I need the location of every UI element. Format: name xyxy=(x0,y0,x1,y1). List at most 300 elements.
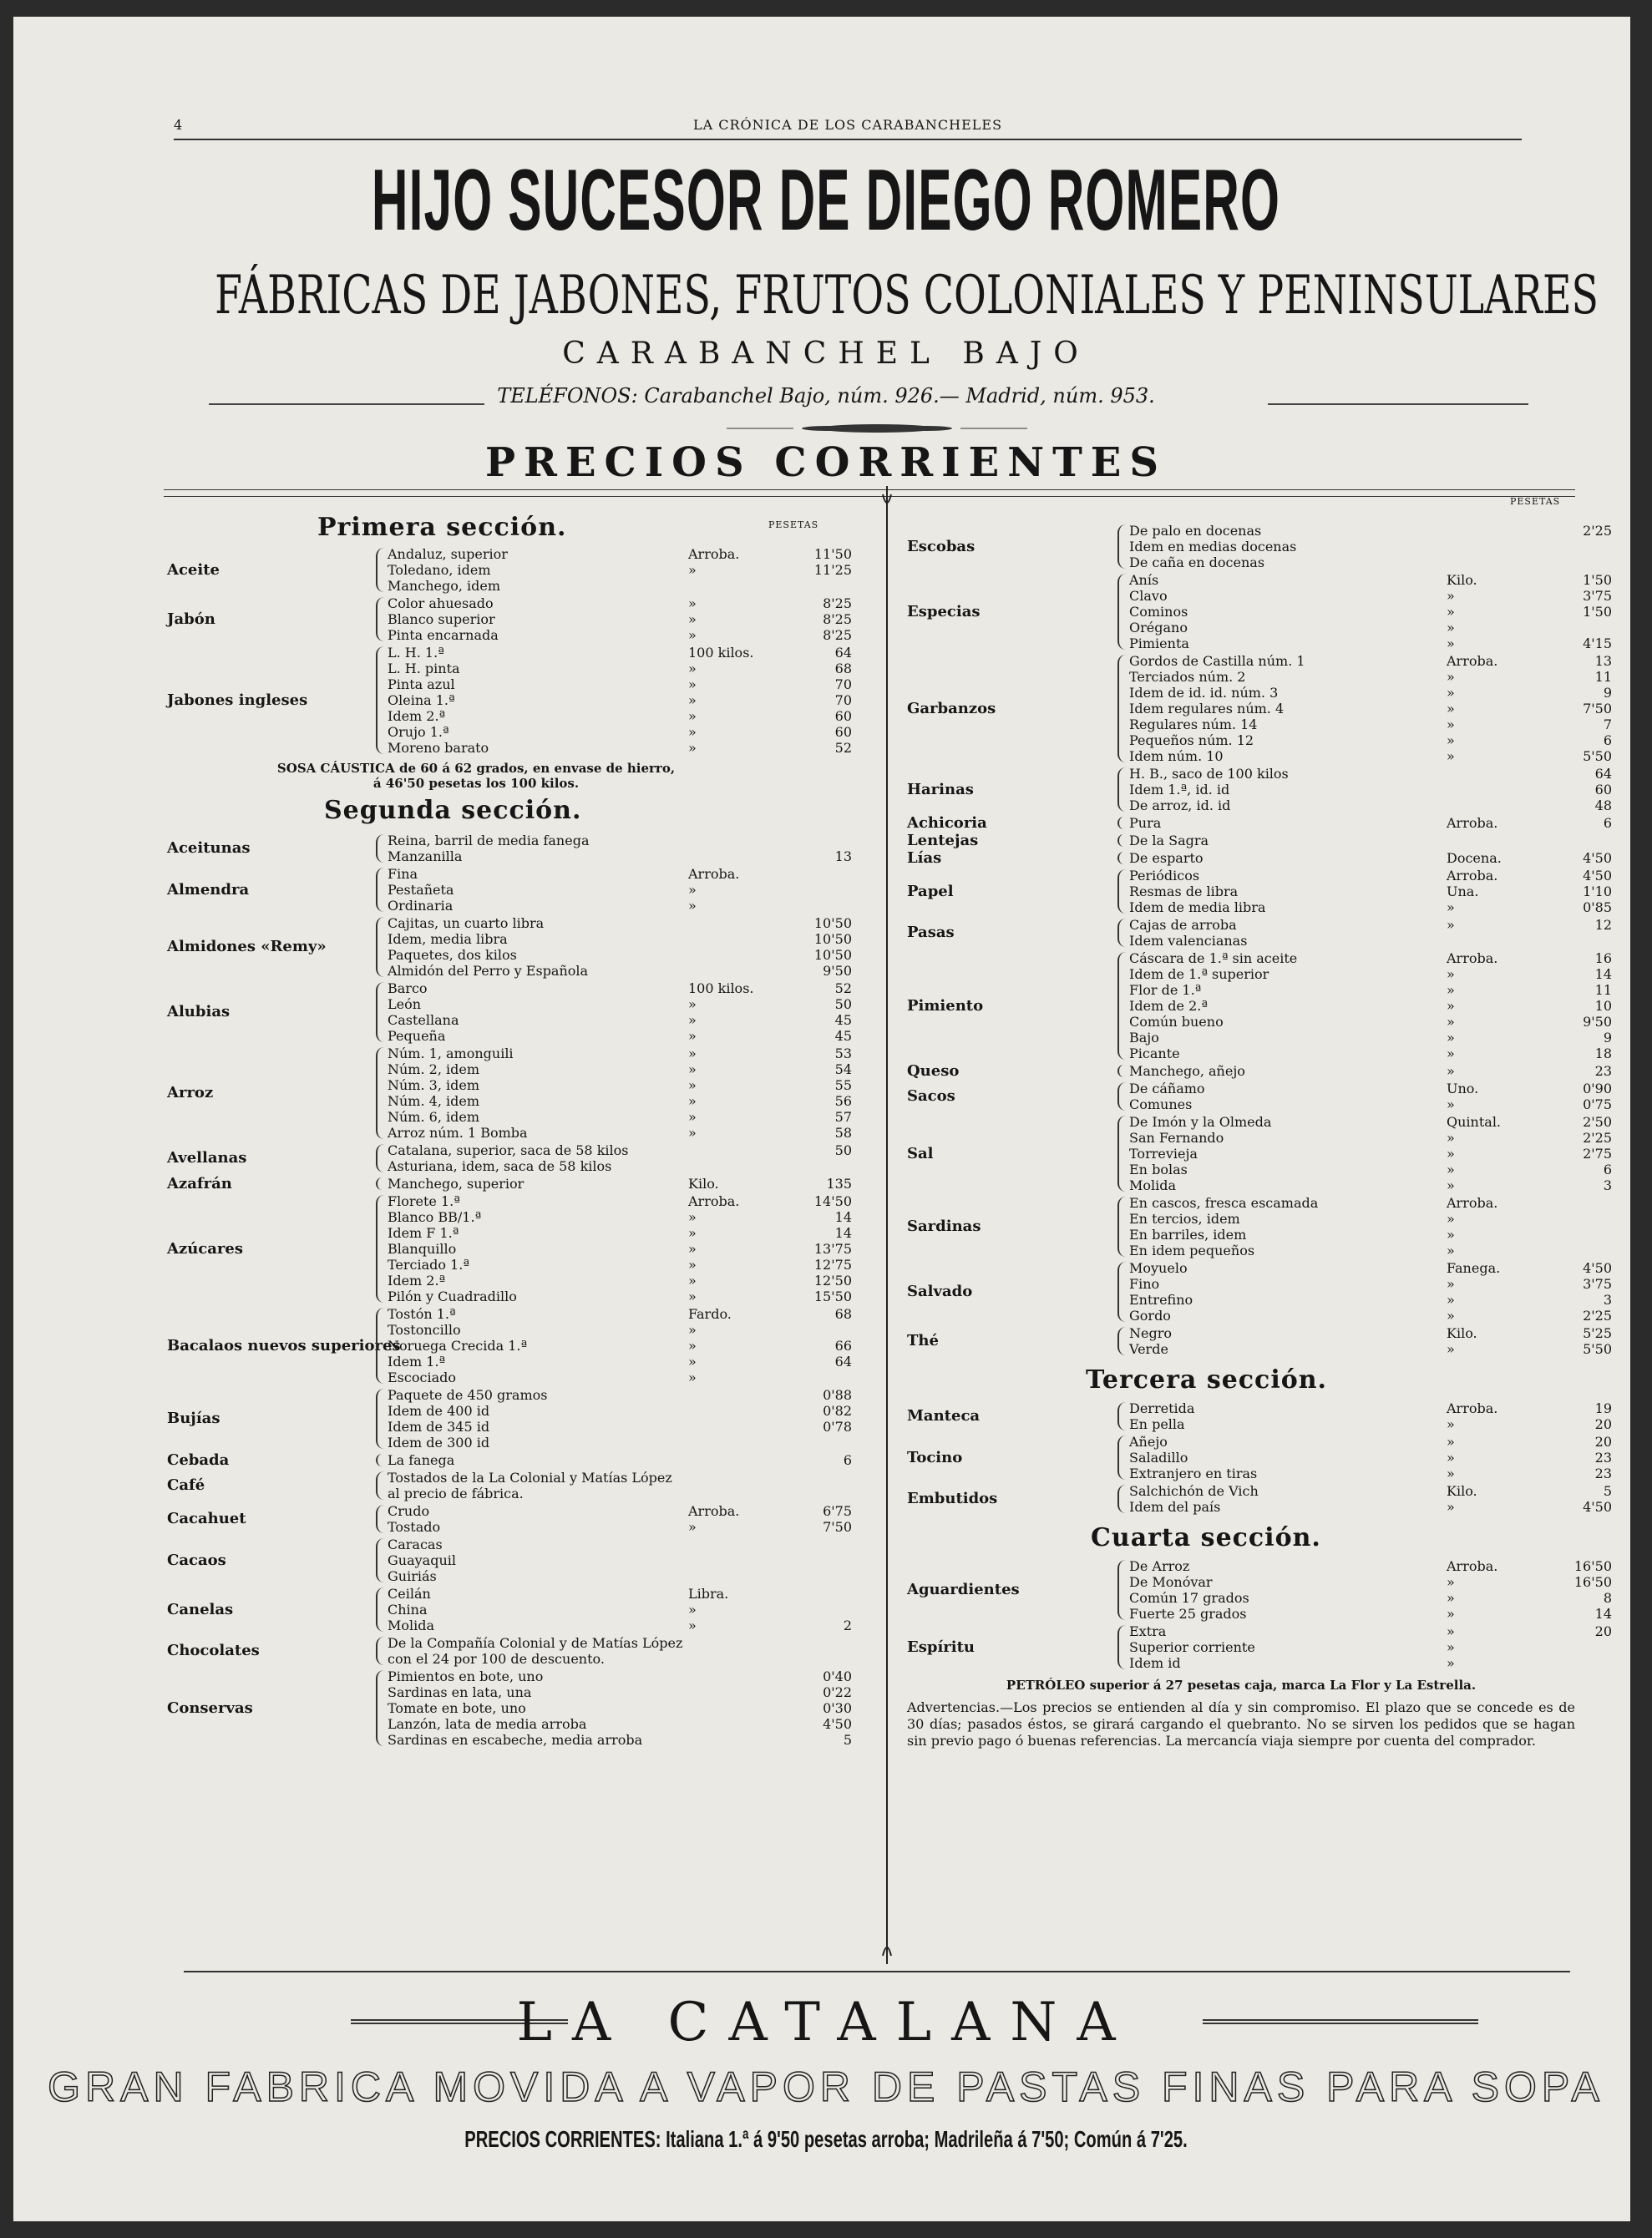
item-unit: » xyxy=(688,1289,697,1304)
item-name: En idem pequeños xyxy=(1129,1243,1255,1258)
item-unit: » xyxy=(688,708,697,724)
category-label: Manteca xyxy=(907,1407,981,1425)
group-brace xyxy=(1117,767,1126,812)
item-price: 11 xyxy=(1594,982,1612,998)
item-unit: » xyxy=(1447,1466,1455,1481)
item-name: Oleina 1.ª xyxy=(388,692,455,708)
column-divider xyxy=(881,486,893,1964)
item-name: Tostón 1.ª xyxy=(388,1306,456,1322)
section-title-primera: Primera sección. xyxy=(317,513,567,542)
category-label: Arroz xyxy=(167,1084,214,1101)
group-brace xyxy=(376,1505,384,1533)
item-name: Manchego, añejo xyxy=(1129,1063,1245,1079)
item-price: 0'85 xyxy=(1583,899,1612,915)
item-name: Tomate en bote, uno xyxy=(388,1700,526,1716)
item-price: 5'50 xyxy=(1583,748,1612,764)
phone-rule-left xyxy=(209,403,484,405)
group-brace xyxy=(1117,1625,1126,1669)
item-price: 3'75 xyxy=(1583,1276,1612,1292)
item-unit: Arroba. xyxy=(1447,1400,1498,1416)
item-unit: » xyxy=(688,1028,697,1044)
item-price: 0'75 xyxy=(1583,1096,1612,1112)
item-name: Pequeños núm. 12 xyxy=(1129,732,1254,748)
item-unit: Kilo. xyxy=(688,1176,719,1192)
item-name: Paquete de 450 gramos xyxy=(388,1387,548,1403)
item-price: 7 xyxy=(1603,716,1612,732)
item-name: Orégano xyxy=(1129,620,1188,635)
group-brace xyxy=(1117,1485,1126,1513)
item-unit: Kilo. xyxy=(1447,1325,1477,1341)
item-name: Orujo 1.ª xyxy=(388,724,449,740)
item-unit: » xyxy=(1447,1434,1455,1450)
item-unit: » xyxy=(1447,1276,1455,1292)
item-unit: » xyxy=(688,1338,697,1354)
item-name: Cáscara de 1.ª sin aceite xyxy=(1129,950,1298,966)
item-unit: » xyxy=(688,740,697,756)
group-brace xyxy=(376,1454,384,1466)
item-unit: » xyxy=(1447,1227,1455,1243)
item-unit: » xyxy=(1447,1162,1455,1177)
running-header xyxy=(174,117,1522,139)
item-price: 7'50 xyxy=(823,1519,852,1535)
item-name: En bolas xyxy=(1129,1162,1188,1177)
category-label: Papel xyxy=(907,882,954,900)
item-name: Pinta azul xyxy=(388,676,455,692)
item-name: En cascos, fresca escamada xyxy=(1129,1195,1319,1211)
item-unit: » xyxy=(1447,1243,1455,1258)
item-name: Color ahuesado xyxy=(388,595,494,611)
item-unit: » xyxy=(688,1046,697,1061)
item-name: Pura xyxy=(1129,815,1162,831)
item-name: Añejo xyxy=(1129,1434,1168,1450)
item-unit: » xyxy=(688,1093,697,1109)
item-price: 0'22 xyxy=(823,1684,852,1700)
item-price: 0'40 xyxy=(823,1668,852,1684)
item-price: 13 xyxy=(1594,653,1612,669)
item-price: 7'50 xyxy=(1583,701,1612,716)
item-unit: » xyxy=(688,1209,697,1225)
item-name: Saladillo xyxy=(1129,1450,1188,1466)
item-price: 10 xyxy=(1594,998,1612,1014)
item-name: Tostoncillo xyxy=(388,1322,461,1338)
item-name: con el 24 por 100 de descuento. xyxy=(388,1651,605,1667)
item-unit: » xyxy=(1447,588,1455,604)
item-unit: » xyxy=(688,1061,697,1077)
item-name: Terciados núm. 2 xyxy=(1129,669,1246,685)
item-price: 9 xyxy=(1603,685,1612,701)
category-label: Pimiento xyxy=(907,996,984,1015)
category-label: Cacahuet xyxy=(167,1510,246,1527)
item-unit: » xyxy=(1447,1574,1455,1590)
item-name: Común bueno xyxy=(1129,1014,1224,1030)
item-unit: » xyxy=(688,1602,697,1618)
category-label: Cebada xyxy=(167,1451,230,1469)
page-number: 4 xyxy=(174,117,184,133)
item-name: Manchego, idem xyxy=(388,578,501,594)
item-unit: » xyxy=(688,1257,697,1273)
item-unit: 100 kilos. xyxy=(688,980,754,996)
item-unit: » xyxy=(688,1109,697,1125)
item-name: De arroz, id. id xyxy=(1129,797,1231,813)
item-unit: » xyxy=(1447,1030,1455,1046)
item-unit: » xyxy=(1447,1639,1455,1655)
item-name: De cáñamo xyxy=(1129,1081,1205,1096)
item-price: 23 xyxy=(1594,1450,1612,1466)
item-name: En barriles, idem xyxy=(1129,1227,1247,1243)
item-price: 64 xyxy=(1594,766,1612,782)
item-name: Anís xyxy=(1129,572,1159,588)
item-price: 20 xyxy=(1594,1416,1612,1432)
item-unit: » xyxy=(688,996,697,1012)
item-name: Ordinaria xyxy=(388,898,454,914)
item-price: 8'25 xyxy=(823,611,852,627)
item-unit: » xyxy=(688,595,697,611)
item-unit: » xyxy=(1447,748,1455,764)
category-label: Sardinas xyxy=(907,1218,981,1235)
group-brace xyxy=(376,1587,384,1632)
item-price: 14 xyxy=(834,1225,852,1241)
item-price: 66 xyxy=(834,1338,852,1354)
item-unit: Arroba. xyxy=(1447,868,1498,884)
item-unit: » xyxy=(1447,1308,1455,1324)
item-name: Resmas de libra xyxy=(1129,884,1239,899)
prices-heading: PRECIOS CORRIENTES xyxy=(484,439,1168,486)
category-label: Almidones «Remy» xyxy=(167,938,327,955)
item-name: Idem de media libra xyxy=(1129,899,1266,915)
item-price: 5'50 xyxy=(1583,1341,1612,1357)
item-unit: » xyxy=(1447,701,1455,716)
item-name: Derretida xyxy=(1129,1400,1195,1416)
item-unit: » xyxy=(1447,732,1455,748)
item-name: Manzanilla xyxy=(388,848,463,864)
catalana-prices: PRECIOS CORRIENTES: Italiana 1.ª á 9'50 pesetas arroba; Madrileña á 7'50; Común á 7'25. xyxy=(464,2126,1188,2152)
item-name: Idem de 300 id xyxy=(388,1435,490,1451)
item-price: 64 xyxy=(834,1354,852,1370)
item-price: 6 xyxy=(843,1452,852,1468)
item-name: Pimienta xyxy=(1129,635,1189,651)
item-name: San Fernando xyxy=(1129,1130,1224,1146)
petroleo-note: PETRÓLEO superior á 27 pesetas caja, marca La Flor y La Estrella. xyxy=(1006,1678,1477,1693)
item-unit: » xyxy=(1447,1177,1455,1193)
item-unit: Arroba. xyxy=(1447,653,1498,669)
group-brace xyxy=(1117,1262,1126,1322)
item-unit: Kilo. xyxy=(1447,572,1477,588)
group-brace xyxy=(376,1538,384,1582)
item-name: Tostado xyxy=(388,1519,441,1535)
item-price: 1'10 xyxy=(1583,884,1612,899)
item-unit: » xyxy=(1447,1590,1455,1606)
item-price: 6'75 xyxy=(823,1503,852,1519)
item-name: Crudo xyxy=(388,1503,430,1519)
item-name: Sardinas en escabeche, media arroba xyxy=(388,1732,643,1748)
item-unit: » xyxy=(688,562,697,578)
item-price: 13 xyxy=(834,848,852,864)
item-name: L. H. pinta xyxy=(388,661,460,676)
category-label: Aceitunas xyxy=(167,839,251,857)
group-brace xyxy=(376,1144,384,1172)
item-name: León xyxy=(388,996,422,1012)
item-unit: 100 kilos. xyxy=(688,645,754,661)
item-price: 9'50 xyxy=(1583,1014,1612,1030)
pesetas-header-left: PESETAS xyxy=(768,519,819,530)
item-unit: Una. xyxy=(1447,884,1479,899)
group-brace xyxy=(376,868,384,912)
pesetas-header-right: PESETAS xyxy=(1510,496,1561,507)
item-price: 5'25 xyxy=(1583,1325,1612,1341)
category-label: Avellanas xyxy=(167,1149,247,1167)
item-price: 14 xyxy=(834,1209,852,1225)
item-unit: » xyxy=(688,1273,697,1289)
group-brace xyxy=(1117,952,1126,1060)
item-price: 0'82 xyxy=(823,1403,852,1419)
item-name: Manchego, superior xyxy=(388,1176,524,1192)
item-price: 11'50 xyxy=(813,546,852,562)
category-label: Alubias xyxy=(167,1003,231,1020)
item-name: De palo en docenas xyxy=(1129,523,1262,539)
item-unit: Arroba. xyxy=(688,866,740,882)
item-name: Flor de 1.ª xyxy=(1129,982,1202,998)
item-price: 2'25 xyxy=(1583,1130,1612,1146)
item-price: 18 xyxy=(1594,1046,1612,1061)
item-name: Almidón del Perro y Española xyxy=(388,963,589,979)
item-name: Idem valencianas xyxy=(1129,933,1248,949)
item-name: Noruega Crecida 1.ª xyxy=(388,1338,528,1354)
group-brace xyxy=(376,646,384,754)
item-unit: » xyxy=(1447,1450,1455,1466)
category-label: Azafrán xyxy=(167,1174,232,1192)
item-name: Común 17 grados xyxy=(1129,1590,1249,1606)
group-brace xyxy=(1117,1435,1126,1480)
item-name: Periódicos xyxy=(1129,868,1200,884)
group-brace xyxy=(376,1195,384,1303)
item-unit: » xyxy=(688,1618,697,1633)
item-name: Arroz núm. 1 Bomba xyxy=(388,1125,528,1141)
category-label: Cacaos xyxy=(167,1551,226,1569)
item-price: 9 xyxy=(1603,1030,1612,1046)
item-unit: » xyxy=(688,611,697,627)
item-name: Florete 1.ª xyxy=(388,1193,460,1209)
group-brace xyxy=(376,1389,384,1449)
group-brace xyxy=(376,548,384,592)
item-unit: » xyxy=(688,1241,697,1257)
item-name: Sardinas en lata, una xyxy=(388,1684,532,1700)
item-price: 20 xyxy=(1594,1434,1612,1450)
item-price: 6 xyxy=(1603,1162,1612,1177)
item-name: De esparto xyxy=(1129,850,1204,866)
item-unit: » xyxy=(688,1370,697,1385)
item-price: 8 xyxy=(1603,1590,1612,1606)
item-name: H. B., saco de 100 kilos xyxy=(1129,766,1289,782)
item-name: Asturiana, idem, saca de 58 kilos xyxy=(388,1158,612,1174)
item-unit: Arroba. xyxy=(1447,1195,1498,1211)
item-name: Idem núm. 10 xyxy=(1129,748,1224,764)
category-label: Thé xyxy=(907,1332,939,1349)
group-brace xyxy=(1117,1197,1126,1257)
item-price: 54 xyxy=(834,1061,852,1077)
item-name: Clavo xyxy=(1129,588,1168,604)
item-price: 14 xyxy=(1594,1606,1612,1622)
item-price: 57 xyxy=(834,1109,852,1125)
item-unit: Arroba. xyxy=(1447,950,1498,966)
item-unit: » xyxy=(688,1519,697,1535)
category-label: Embutidos xyxy=(907,1490,998,1507)
item-price: 20 xyxy=(1594,1623,1612,1639)
category-label: Jabón xyxy=(167,610,215,628)
advertencias-paragraph: Advertencias.—Los precios se entienden al día y sin compromiso. El plazo que se concede es de 30 días; pasados éstos, se girará cargando el quebranto. No se sirven los pedidos que se hagan sin previo pago ó buenas referencias. La mercancía viaja siempre por cuenta del comprador. xyxy=(907,1699,1575,1749)
item-price: 10'50 xyxy=(813,947,852,963)
item-name: Idem, media libra xyxy=(388,931,508,947)
category-label: Azúcares xyxy=(167,1239,243,1258)
category-label: Lías xyxy=(907,848,942,867)
item-name: Verde xyxy=(1129,1341,1168,1357)
item-unit: » xyxy=(1447,1416,1455,1432)
item-unit: » xyxy=(688,1125,697,1141)
section-title-tercera: Tercera sección. xyxy=(1086,1365,1327,1395)
item-name: China xyxy=(388,1602,428,1618)
item-price: 2 xyxy=(843,1618,852,1633)
group-brace xyxy=(376,834,384,863)
item-name: Extra xyxy=(1129,1623,1167,1639)
item-name: Núm. 2, idem xyxy=(388,1061,479,1077)
item-price: 23 xyxy=(1594,1063,1612,1079)
item-unit: » xyxy=(688,882,697,898)
item-unit: » xyxy=(688,1354,697,1370)
group-brace xyxy=(376,597,384,641)
item-unit: » xyxy=(1447,716,1455,732)
item-name: Guiriás xyxy=(388,1568,437,1584)
group-brace xyxy=(376,982,384,1042)
item-unit: » xyxy=(688,627,697,643)
item-name: Pilón y Cuadradillo xyxy=(388,1289,517,1304)
item-price: 52 xyxy=(834,980,852,996)
item-price: 56 xyxy=(834,1093,852,1109)
category-label: Sal xyxy=(907,1144,934,1162)
item-name: Fina xyxy=(388,866,418,882)
item-unit: Fanega. xyxy=(1447,1260,1501,1276)
item-price: 0'88 xyxy=(823,1387,852,1403)
sosa-caustica-note: SOSA CÁUSTICA de 60 á 62 grados, en envase de hierro, xyxy=(276,761,676,776)
item-name: Picante xyxy=(1129,1046,1180,1061)
category-label: Café xyxy=(167,1476,205,1494)
category-label: Bujías xyxy=(167,1410,220,1427)
item-price: 4'15 xyxy=(1583,635,1612,651)
group-brace xyxy=(1117,574,1126,650)
group-brace xyxy=(376,1047,384,1139)
group-brace xyxy=(376,1471,384,1500)
item-price: 4'50 xyxy=(823,1716,852,1732)
item-unit: » xyxy=(1447,1341,1455,1357)
company-location: CARABANCHEL BAJO xyxy=(562,337,1090,371)
item-name: Pimientos en bote, uno xyxy=(388,1668,544,1684)
group-brace xyxy=(1117,1065,1126,1077)
item-name: Andaluz, superior xyxy=(388,546,508,562)
item-price: 70 xyxy=(834,676,852,692)
item-price: 12'75 xyxy=(813,1257,852,1273)
catalana-title: LA CATALANA xyxy=(516,1992,1136,2053)
item-unit: » xyxy=(1447,982,1455,998)
item-name: al precio de fábrica. xyxy=(388,1486,524,1501)
item-name: Toledano, idem xyxy=(388,562,491,578)
item-name: Comunes xyxy=(1129,1096,1193,1112)
group-brace xyxy=(1117,919,1126,947)
group-brace xyxy=(1117,1560,1126,1620)
item-name: Molida xyxy=(1129,1177,1177,1193)
item-name: Idem id xyxy=(1129,1655,1181,1671)
item-price: 16 xyxy=(1594,950,1612,966)
item-name: Blanco superior xyxy=(388,611,495,627)
item-price: 60 xyxy=(834,708,852,724)
group-brace xyxy=(376,1637,384,1665)
item-price: 2'25 xyxy=(1583,523,1612,539)
item-unit: Arroba. xyxy=(688,546,740,562)
item-name: Fuerte 25 grados xyxy=(1129,1606,1247,1622)
item-price: 3'75 xyxy=(1583,588,1612,604)
section-title-segunda: Segunda sección. xyxy=(324,796,582,825)
group-brace xyxy=(376,1670,384,1746)
item-price: 4'50 xyxy=(1583,1499,1612,1515)
item-price: 50 xyxy=(834,1142,852,1158)
item-name: Tostados de la La Colonial y Matías López xyxy=(388,1470,672,1486)
category-label: Aceite xyxy=(167,560,220,579)
item-name: Idem de 345 id xyxy=(388,1419,490,1435)
item-name: Idem F 1.ª xyxy=(388,1225,459,1241)
item-unit: » xyxy=(1447,1292,1455,1308)
item-price: 4'50 xyxy=(1583,850,1612,866)
item-name: Idem regulares núm. 4 xyxy=(1129,701,1285,716)
item-unit: » xyxy=(688,1077,697,1093)
item-name: Cajitas, un cuarto libra xyxy=(388,915,545,931)
company-phones: TELÉFONOS: Carabanchel Bajo, núm. 926.— Madrid, núm. 953. xyxy=(497,384,1155,408)
group-brace xyxy=(376,1308,384,1384)
item-price: 0'90 xyxy=(1583,1081,1612,1096)
item-unit: » xyxy=(1447,1014,1455,1030)
item-price: 135 xyxy=(826,1176,852,1192)
category-label: Bacalaos nuevos superiores xyxy=(167,1336,401,1354)
item-name: Idem 1.ª xyxy=(388,1354,446,1370)
item-name: Idem 2.ª xyxy=(388,708,446,724)
item-name: Idem de 1.ª superior xyxy=(1129,966,1269,982)
item-name: Blanco BB/1.ª xyxy=(388,1209,482,1225)
item-name: De caña en docenas xyxy=(1129,554,1265,570)
item-name: Bajo xyxy=(1129,1030,1159,1046)
category-label: Achicoria xyxy=(907,813,987,832)
group-brace xyxy=(376,1177,384,1190)
category-label: Canelas xyxy=(167,1600,234,1618)
group-brace xyxy=(1117,1116,1126,1192)
item-price: 16'50 xyxy=(1573,1574,1612,1590)
item-name: En tercios, idem xyxy=(1129,1211,1240,1227)
category-label: Lentejas xyxy=(907,831,979,849)
item-unit: » xyxy=(688,676,697,692)
item-price: 4'50 xyxy=(1583,868,1612,884)
item-name: Fino xyxy=(1129,1276,1160,1292)
item-price: 52 xyxy=(834,740,852,756)
category-label: Espíritu xyxy=(907,1638,975,1656)
category-label: Aguardientes xyxy=(907,1581,1020,1598)
item-unit: » xyxy=(1447,1130,1455,1146)
item-unit: » xyxy=(688,1012,697,1028)
item-name: Catalana, superior, saca de 58 kilos xyxy=(388,1142,629,1158)
item-unit: » xyxy=(1447,604,1455,620)
item-unit: Kilo. xyxy=(1447,1483,1477,1499)
section-title-cuarta: Cuarta sección. xyxy=(1091,1523,1321,1552)
item-unit: » xyxy=(688,1322,697,1338)
group-brace xyxy=(376,917,384,977)
item-unit: » xyxy=(688,692,697,708)
item-name: Torrevieja xyxy=(1129,1146,1198,1162)
item-name: Blanquillo xyxy=(388,1241,457,1257)
item-price: 0'30 xyxy=(823,1700,852,1716)
